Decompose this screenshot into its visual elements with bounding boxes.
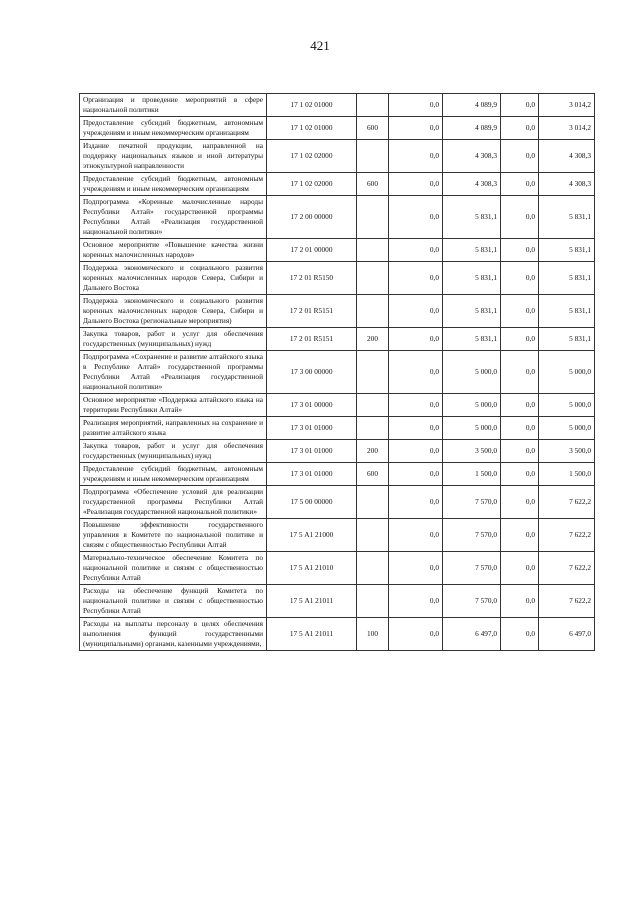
- row-value-4-cell: 5 831,1: [539, 262, 595, 295]
- page-number: 421: [310, 38, 330, 53]
- row-code-cell: 17 2 01 R5151: [267, 295, 357, 328]
- row-expense-type-cell: 600: [357, 463, 389, 486]
- row-value-2-cell: 5 831,1: [443, 196, 501, 239]
- row-value-3-cell: 0,0: [501, 328, 539, 351]
- row-value-3-cell: 0,0: [501, 618, 539, 651]
- row-value-1-cell: 0,0: [389, 394, 443, 417]
- row-value-4-cell: 7 622,2: [539, 552, 595, 585]
- row-value-4-cell: 7 622,2: [539, 585, 595, 618]
- row-value-1-cell: 0,0: [389, 463, 443, 486]
- row-name-cell: Повышение эффективности государственного управления в Комитете по национальной политике и связям с общественностью Республики Алтай: [80, 519, 267, 552]
- row-value-4-cell: 5 000,0: [539, 417, 595, 440]
- row-value-4-cell: 3 500,0: [539, 440, 595, 463]
- row-code-cell: 17 1 02 01000: [267, 94, 357, 117]
- row-value-4-cell: 5 831,1: [539, 239, 595, 262]
- row-name-cell: Поддержка экономического и социального развития коренных малочисленных народов Севера, Сибири и Дальнего Востока: [80, 262, 267, 295]
- row-name-cell: Поддержка экономического и социального развития коренных малочисленных народов Севера, Сибири и Дальнего Востока (региональные мероприятия): [80, 295, 267, 328]
- table-row: [80, 295, 595, 328]
- row-expense-type-cell: 600: [357, 173, 389, 196]
- row-expense-type-cell: [357, 351, 389, 394]
- row-expense-type-cell: 200: [357, 328, 389, 351]
- row-expense-type-cell: [357, 585, 389, 618]
- row-value-1-cell: 0,0: [389, 351, 443, 394]
- row-name-cell: Основное мероприятие «Повышение качества жизни коренных малочисленных народов»: [80, 239, 267, 262]
- row-value-3-cell: 0,0: [501, 552, 539, 585]
- table-row: [80, 328, 595, 351]
- row-value-1-cell: 0,0: [389, 295, 443, 328]
- row-value-1-cell: 0,0: [389, 239, 443, 262]
- row-value-2-cell: 5 000,0: [443, 351, 501, 394]
- row-name-cell: Реализация мероприятий, направленных на сохранение и развитие алтайского языка: [80, 417, 267, 440]
- row-value-3-cell: 0,0: [501, 585, 539, 618]
- row-value-2-cell: 1 500,0: [443, 463, 501, 486]
- row-value-1-cell: 0,0: [389, 328, 443, 351]
- row-value-3-cell: 0,0: [501, 173, 539, 196]
- table-body: [80, 94, 595, 651]
- row-value-3-cell: 0,0: [501, 140, 539, 173]
- table-row: [80, 351, 595, 394]
- row-value-2-cell: 4 308,3: [443, 140, 501, 173]
- row-value-3-cell: 0,0: [501, 94, 539, 117]
- table-row: [80, 196, 595, 239]
- row-value-2-cell: 5 831,1: [443, 328, 501, 351]
- table-row: [80, 585, 595, 618]
- row-value-2-cell: 7 570,0: [443, 552, 501, 585]
- row-value-1-cell: 0,0: [389, 196, 443, 239]
- row-name-cell: Предоставление субсидий бюджетным, автономным учреждениям и иным некоммерческим организациям: [80, 463, 267, 486]
- row-name-cell: Подпрограмма «Сохранение и развитие алтайского языка в Республике Алтай» государственной программы Республики Алтай «Реализация государственной национальной политики»: [80, 351, 267, 394]
- row-code-cell: 17 5 00 00000: [267, 486, 357, 519]
- row-name-cell: Предоставление субсидий бюджетным, автономным учреждениям и иным некоммерческим организациям: [80, 173, 267, 196]
- row-name-cell: Организация и проведение мероприятий в сфере национальной политики: [80, 94, 267, 117]
- row-value-2-cell: 5 000,0: [443, 417, 501, 440]
- row-expense-type-cell: [357, 486, 389, 519]
- row-value-2-cell: 7 570,0: [443, 486, 501, 519]
- budget-table: [79, 93, 595, 651]
- row-value-2-cell: 3 500,0: [443, 440, 501, 463]
- table-row: [80, 552, 595, 585]
- row-value-1-cell: 0,0: [389, 618, 443, 651]
- row-value-3-cell: 0,0: [501, 486, 539, 519]
- row-expense-type-cell: [357, 519, 389, 552]
- row-value-1-cell: 0,0: [389, 262, 443, 295]
- row-value-1-cell: 0,0: [389, 486, 443, 519]
- row-value-1-cell: 0,0: [389, 519, 443, 552]
- row-value-1-cell: 0,0: [389, 552, 443, 585]
- table-row: [80, 417, 595, 440]
- row-expense-type-cell: [357, 552, 389, 585]
- row-value-2-cell: 5 000,0: [443, 394, 501, 417]
- row-expense-type-cell: [357, 196, 389, 239]
- row-value-1-cell: 0,0: [389, 117, 443, 140]
- table-row: [80, 394, 595, 417]
- row-value-3-cell: 0,0: [501, 394, 539, 417]
- row-value-4-cell: 5 000,0: [539, 394, 595, 417]
- table-row: [80, 486, 595, 519]
- row-value-4-cell: 7 622,2: [539, 519, 595, 552]
- table-row: [80, 440, 595, 463]
- table-row: [80, 239, 595, 262]
- row-value-1-cell: 0,0: [389, 440, 443, 463]
- row-code-cell: 17 3 01 01000: [267, 440, 357, 463]
- row-value-4-cell: 3 014,2: [539, 94, 595, 117]
- row-expense-type-cell: [357, 140, 389, 173]
- row-expense-type-cell: 100: [357, 618, 389, 651]
- row-expense-type-cell: [357, 94, 389, 117]
- row-name-cell: Основное мероприятие «Поддержка алтайского языка на территории Республики Алтай»: [80, 394, 267, 417]
- row-expense-type-cell: 600: [357, 117, 389, 140]
- row-expense-type-cell: 200: [357, 440, 389, 463]
- table-row: [80, 262, 595, 295]
- row-value-3-cell: 0,0: [501, 295, 539, 328]
- row-name-cell: Предоставление субсидий бюджетным, автономным учреждениям и иным некоммерческим организациям: [80, 117, 267, 140]
- row-code-cell: 17 2 01 00000: [267, 239, 357, 262]
- row-name-cell: Закупка товаров, работ и услуг для обеспечения государственных (муниципальных) нужд: [80, 440, 267, 463]
- table-row: [80, 519, 595, 552]
- row-value-2-cell: 6 497,0: [443, 618, 501, 651]
- row-value-4-cell: 4 308,3: [539, 173, 595, 196]
- row-value-1-cell: 0,0: [389, 585, 443, 618]
- row-value-2-cell: 4 089,9: [443, 117, 501, 140]
- row-value-3-cell: 0,0: [501, 463, 539, 486]
- row-expense-type-cell: [357, 239, 389, 262]
- row-value-1-cell: 0,0: [389, 94, 443, 117]
- row-value-4-cell: 3 014,2: [539, 117, 595, 140]
- row-value-2-cell: 7 570,0: [443, 585, 501, 618]
- row-name-cell: Закупка товаров, работ и услуг для обеспечения государственных (муниципальных) нужд: [80, 328, 267, 351]
- row-code-cell: 17 1 02 02000: [267, 140, 357, 173]
- row-code-cell: 17 5 А1 21011: [267, 585, 357, 618]
- row-expense-type-cell: [357, 262, 389, 295]
- table-row: [80, 173, 595, 196]
- table-row: [80, 618, 595, 651]
- row-code-cell: 17 3 00 00000: [267, 351, 357, 394]
- row-expense-type-cell: [357, 417, 389, 440]
- row-code-cell: 17 1 02 01000: [267, 117, 357, 140]
- row-expense-type-cell: [357, 295, 389, 328]
- table-row: [80, 117, 595, 140]
- row-value-4-cell: 7 622,2: [539, 486, 595, 519]
- row-value-3-cell: 0,0: [501, 239, 539, 262]
- row-value-3-cell: 0,0: [501, 117, 539, 140]
- row-value-4-cell: 5 831,1: [539, 295, 595, 328]
- row-value-4-cell: 4 308,3: [539, 140, 595, 173]
- table-row: [80, 140, 595, 173]
- row-value-2-cell: 5 831,1: [443, 239, 501, 262]
- row-name-cell: Материально-техническое обеспечение Комитета по национальной политике и связям с общественностью Республики Алтай: [80, 552, 267, 585]
- row-code-cell: 17 5 А1 21011: [267, 618, 357, 651]
- row-code-cell: 17 3 01 00000: [267, 394, 357, 417]
- row-name-cell: Подпрограмма «Коренные малочисленные народы Республики Алтай» государственной программы Республики Алтай «Реализация государственной национальной политики»: [80, 196, 267, 239]
- row-value-2-cell: 5 831,1: [443, 262, 501, 295]
- row-code-cell: 17 5 А1 21010: [267, 552, 357, 585]
- row-value-4-cell: 5 831,1: [539, 328, 595, 351]
- row-code-cell: 17 2 01 R5151: [267, 328, 357, 351]
- row-value-3-cell: 0,0: [501, 519, 539, 552]
- row-expense-type-cell: [357, 394, 389, 417]
- row-name-cell: Издание печатной продукции, направленной на поддержку национальных языков и иной литературы этнокультурной направленности: [80, 140, 267, 173]
- row-value-1-cell: 0,0: [389, 173, 443, 196]
- row-value-3-cell: 0,0: [501, 440, 539, 463]
- row-value-4-cell: 5 831,1: [539, 196, 595, 239]
- row-value-4-cell: 1 500,0: [539, 463, 595, 486]
- row-code-cell: 17 3 01 01000: [267, 463, 357, 486]
- row-value-2-cell: 4 089,9: [443, 94, 501, 117]
- row-code-cell: 17 3 01 01000: [267, 417, 357, 440]
- row-value-3-cell: 0,0: [501, 351, 539, 394]
- row-value-3-cell: 0,0: [501, 417, 539, 440]
- row-value-3-cell: 0,0: [501, 262, 539, 295]
- row-value-1-cell: 0,0: [389, 417, 443, 440]
- row-value-3-cell: 0,0: [501, 196, 539, 239]
- row-value-2-cell: 4 308,3: [443, 173, 501, 196]
- row-code-cell: 17 5 А1 21000: [267, 519, 357, 552]
- table-row: [80, 463, 595, 486]
- row-value-4-cell: 6 497,0: [539, 618, 595, 651]
- row-name-cell: Подпрограмма «Обеспечение условий для реализации государственной программы Республики Алтай «Реализация государственной национальной политики»: [80, 486, 267, 519]
- row-code-cell: 17 2 00 00000: [267, 196, 357, 239]
- row-name-cell: Расходы на выплаты персоналу в целях обеспечения выполнения функций государственными (муниципальными) органами, казенными учреждениями,: [80, 618, 267, 651]
- row-value-4-cell: 5 000,0: [539, 351, 595, 394]
- row-value-2-cell: 7 570,0: [443, 519, 501, 552]
- row-value-2-cell: 5 831,1: [443, 295, 501, 328]
- table-row: [80, 94, 595, 117]
- row-value-1-cell: 0,0: [389, 140, 443, 173]
- row-code-cell: 17 2 01 R5150: [267, 262, 357, 295]
- row-code-cell: 17 1 02 02000: [267, 173, 357, 196]
- row-name-cell: Расходы на обеспечение функций Комитета по национальной политике и связям с общественностью Республики Алтай: [80, 585, 267, 618]
